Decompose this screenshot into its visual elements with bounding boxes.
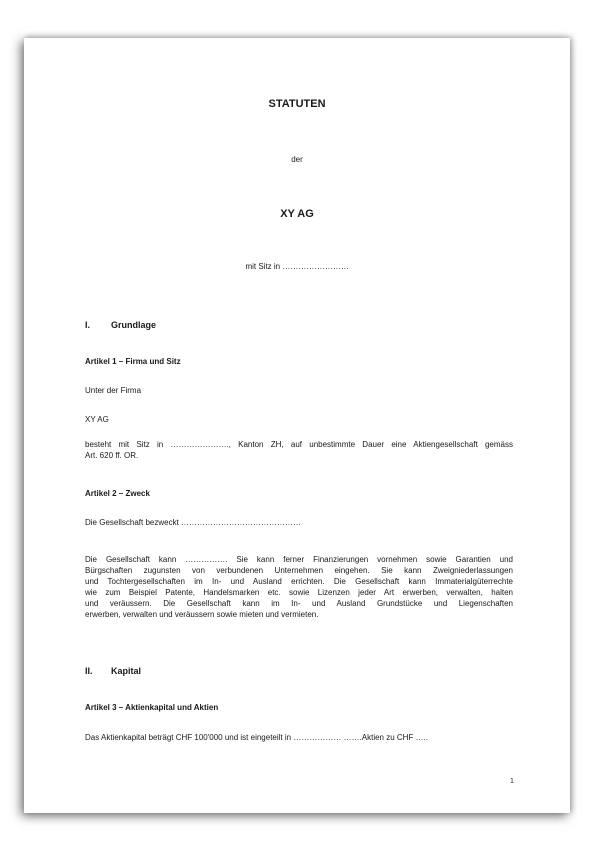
text-line: und Tochtergesellschaften im In- und Ausland errichten. Die Gesellschaft kann Immaterialgüterrechte xyxy=(85,577,513,586)
text-line: erwerben, verwalten und veräussern sowie mieten und vermieten. xyxy=(85,610,319,619)
section-number: II. xyxy=(85,666,93,676)
text-line: wie zum Beispiel Patente, Handelsmarken etc. sowie Lizenzen jeder Art erwerben, verwalten, halten xyxy=(85,588,513,597)
document-title: STATUTEN xyxy=(268,98,326,110)
section-heading-grundlage xyxy=(85,320,156,330)
article-3-heading: Artikel 3 – Aktienkapital und Aktien xyxy=(85,703,219,712)
text-line: Art. 620 ff. OR. xyxy=(85,451,139,460)
text-line: besteht mit Sitz in …………………., Kanton ZH, auf unbestimmte Dauer eine Aktiengesellschaft gemäss xyxy=(85,440,513,449)
text-line: Bürgschaften zugunsten von verbundenen Unternehmen eingehen. Sie kann Zweigniederlassungen xyxy=(85,566,513,575)
section-title: Kapital xyxy=(111,666,142,676)
section-number: I. xyxy=(85,320,91,330)
section-heading-kapital xyxy=(85,666,141,676)
article-3-paragraph-1: Das Aktienkapital beträgt CHF 100'000 und ist eingeteilt in ……………… …….Aktien zu CHF ….. xyxy=(85,733,428,742)
section-title: Grundlage xyxy=(111,320,157,330)
article-1-heading: Artikel 1 – Firma und Sitz xyxy=(85,357,181,366)
document-page xyxy=(24,38,570,813)
page-number: 1 xyxy=(510,778,514,785)
article-2-paragraph-2 xyxy=(85,554,513,620)
article-1-paragraph-1: Unter der Firma xyxy=(85,386,142,395)
text-line: Die Gesellschaft kann ……………. Sie kann ferner Finanzierungen vornehmen sowie Garantien und xyxy=(85,555,513,564)
company-name: XY AG xyxy=(280,208,314,220)
text-line: und veräussern. Die Gesellschaft kann im In- und Ausland Grundstücke und Liegenschaften xyxy=(85,599,513,608)
company-seat: mit Sitz in ……………………. xyxy=(245,262,349,271)
document-subtitle: der xyxy=(291,155,303,164)
article-1-paragraph-2: XY AG xyxy=(85,415,109,424)
article-1-paragraph-3 xyxy=(85,439,513,461)
article-2-paragraph-1: Die Gesellschaft bezweckt ……………………………………… xyxy=(85,518,302,527)
article-2-heading: Artikel 2 – Zweck xyxy=(85,489,150,498)
